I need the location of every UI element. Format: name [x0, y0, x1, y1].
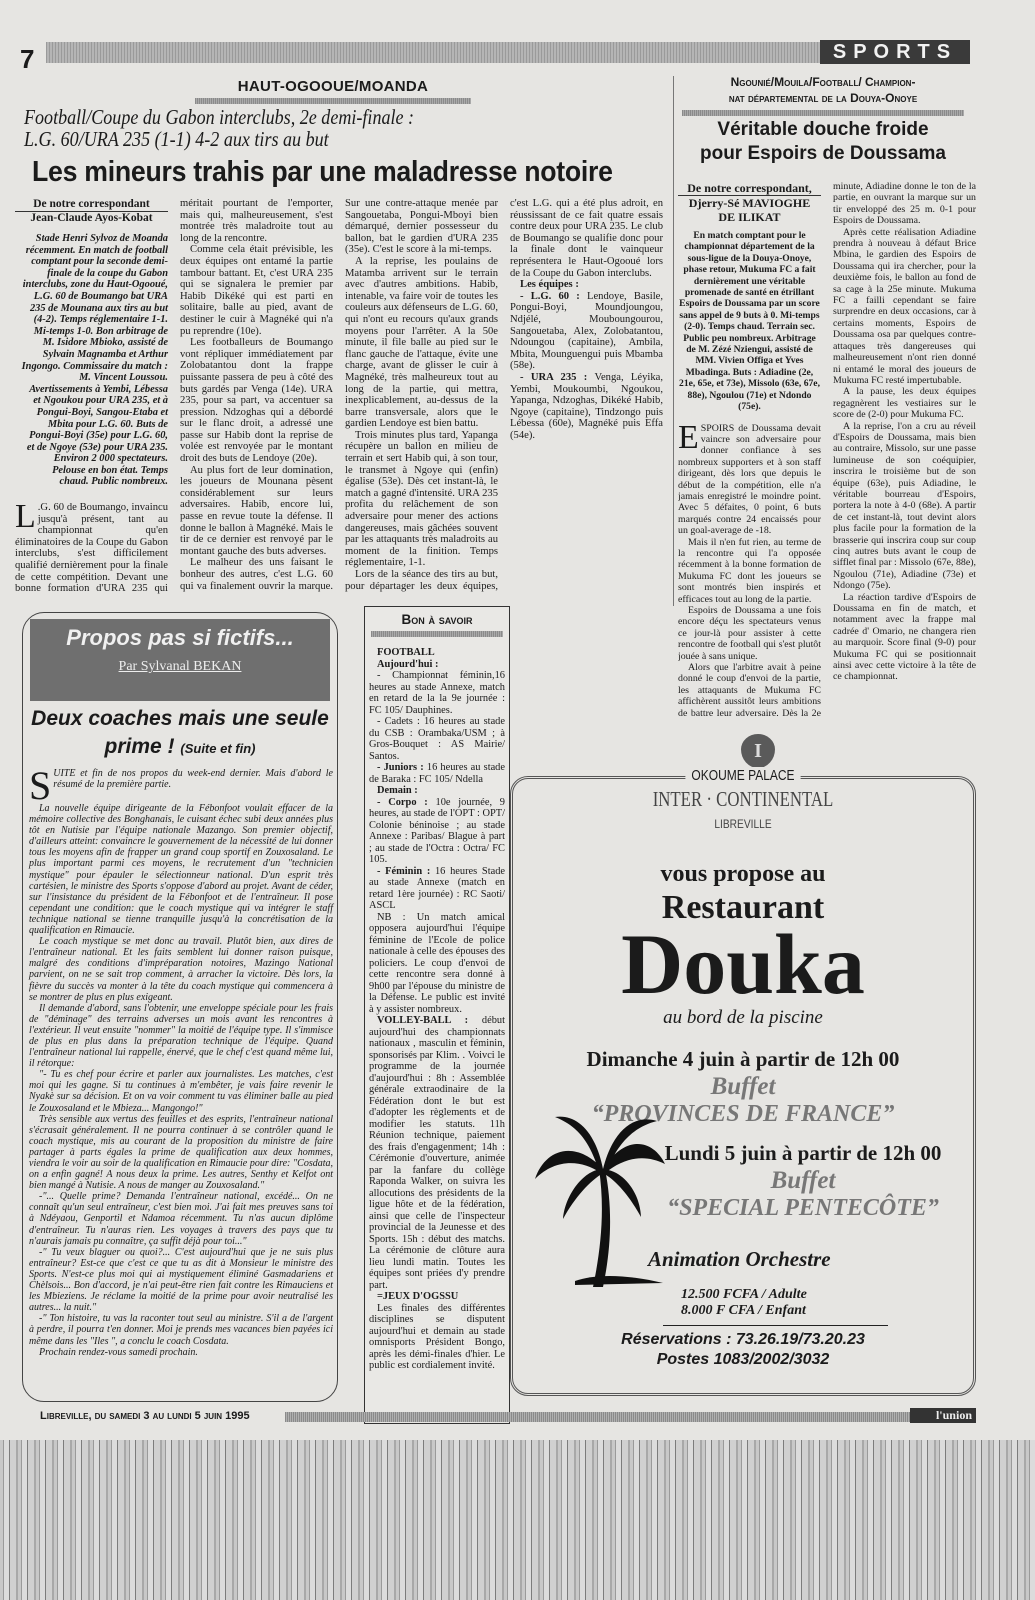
price-adult: 12.500 FCFA / Adulte — [681, 1287, 807, 1302]
paragraph: "- Tu es chef pour écrire et parler aux journalistes. Les matches, c'est moi qui les gagne. Si tu continues à m'embêter, je vais faire revenir le Nyakè sur sa décision. Et on va voir comment tu vas éliminer balle au pied le Zouxosaland et le Mbieza... Mangongo!" — [29, 1069, 333, 1114]
info-item — [369, 1303, 505, 1372]
team-players: Lendoye, Basile, Pongui-Boyi, Moundjoungou, Ndjélé, Mouboungourou, Sangouetaba, Alex, Zolobatantou, Ndoungou (capitaine), Ambila, Mbita, Mounguengui puis Mbamba (58e). — [510, 290, 663, 372]
info-item — [369, 797, 505, 866]
drop-cap: S — [29, 763, 52, 808]
paragraph: La réaction tardive d'Espoirs de Doussama en fin de match, et notamment avec la frappe mal cadrée d' Omario, ne changera rien au marquoir. Score final (9-0) pour Mukuma FC qui se positionnait ainsi avec cette victoire à la tête de ce championnat. — [833, 591, 976, 683]
ad-event-type: Buffet — [710, 1073, 776, 1100]
paragraph: Mais il n'en fut rien, au terme de la rencontre qui l'a opposée récemment à la bonne formation de Mukuma FC dont les joueurs se sont montrés bien inspirés et efficaces tout au long de la partie. — [678, 536, 821, 605]
ad-event-date: Lundi 5 juin à partir de 12h 00 — [664, 1141, 942, 1165]
drop-cap: E — [678, 418, 699, 456]
article-body — [15, 198, 663, 603]
article-headline — [682, 118, 964, 166]
price-child: 8.000 F CFA / Enfant — [681, 1303, 806, 1318]
paragraph: -" Tu veux blaguer ou quoi?... C'est aujourd'hui que je ne suis plus entraîneur? Est-ce que c'est ce que tu as dit à Monsieur le ministre des Sports. N'est-ce plus moi qui ai mystiquement éliminé Gasmadariens et Chèlsois... Bon d'accord, je n'ai peut-être rien fait contre les Rimauciens et les Mbieziens. Je réclame la moitié de la prime pour avoir neutralisé les autres... la nuit." — [29, 1246, 333, 1314]
column-title: Propos pas si fictifs... — [66, 625, 294, 650]
info-item — [369, 866, 505, 912]
info-item-text: début aujourd'hui des championnats nationaux , masculin et féminin, sponsorisés par Klim. . Voivci le programme de la journée d'aujourd'hui : 8h : Assemblée générale extraodinaire de la Fédération dont le but est d'adopter les règlements et de modifier les statuts. 11h Réunion technique, paiement des frais d'engagenment; 14h : Cérémonie d'ouverture, animée par la fanfare du collège Raponda Walker, on suivra les allocutions des présidents de la ligue hôte et de la fédération, ainsi que celle de l'inspecteur provincial de la Jeunesse et des Sports. 15h : début des matchs. La cérémonie de clôture aura lieu lundi matin. Toutes les équipes sont priées d'y prendre part. — [369, 1015, 505, 1291]
ad-hotel: OKOUME PALACE — [685, 767, 801, 784]
byline: De notre correspondant — [33, 198, 150, 210]
ad-reservations: Réservations : 73.26.19/73.20.23 — [621, 1331, 865, 1348]
paragraph-text: .G. 60 de Boumango, invaincu jusqu'à présent, tant au championnat qu'en éliminatoires de la Coupe du Gabon interclubs, s'est difficilement qualifié dernièrement pour la finale de cette compétition. Devant une bonne formation d'URA 235 qui méritait pourtant de l'emporter, mais qui, malheureusement, s'est montrée très maladroite tout au long de la rencontre. — [15, 198, 333, 595]
team-players: Venga, Léyika, Yembi, Moukoumbi, Ngoukou, Yapanga, Ndzoghas, Dikéké Habib, Ngoye (capitaine), Tindzongo puis Lébessa (60e), Magnéké puis Effa (54e). — [510, 371, 663, 441]
article-body — [678, 181, 976, 726]
info-item-label: =JEUX D'OGSSU — [377, 1291, 459, 1302]
byline-author: Djerry-Sé MAVIOGHE — [678, 195, 821, 210]
paragraph: Au plus fort de leur domination, les joueurs de Mounana pèsent considérablement sur leurs adversaires. Habib, encore lui, passe en revue toute la défense. Il donne le ballon à Magnéké. Mais le tir de ce dernier est renvoyé par le montant gauche des buts adverses. — [180, 464, 333, 557]
info-item-text: 16 heures au stade de Baraka : FC 105/ Ndella — [369, 762, 505, 785]
ad-restaurant: Restaurant — [661, 889, 825, 926]
paragraph — [29, 763, 333, 808]
info-item — [369, 647, 505, 659]
info-item-label: VOLLEY-BALL : — [377, 1015, 469, 1026]
info-item-label: - Corpo : — [377, 796, 428, 808]
team-name: - L.G. 60 : — [520, 290, 580, 302]
scan-artifact — [0, 1440, 1035, 1600]
info-item — [369, 785, 505, 797]
ad-extensions: Postes 1083/2002/3032 — [656, 1351, 830, 1368]
column-body — [29, 763, 333, 1358]
advertisement — [510, 767, 976, 1396]
ad-restaurant-name: Douka — [621, 916, 865, 1012]
team-name: - URA 235 : — [520, 371, 588, 383]
deck-line: Football/Coupe du Gabon interclubs, 2e demi-finale : — [24, 105, 415, 129]
ad-tagline: au bord de la piscine — [663, 1007, 823, 1028]
paragraph: Le malheur des uns faisant le bonheur des autres, c'est L.G. 60 qui va finalement ouvrir la marque. Sur une contre-attaque menée par Sangouetaba, Pongui-Mboyi bien démarqué, dernier possesseur du ballon, bat le gardien d'URA 235 (35e). C'est le score à la mi-temps. — [180, 198, 498, 592]
info-item — [369, 762, 505, 785]
column-header — [30, 619, 330, 701]
info-item — [369, 670, 505, 716]
footer-dateline: Libreville, du samedi 3 au lundi 5 juin 1995 — [40, 1410, 250, 1422]
info-item-text: 10e journée, 9 heures, au stade de l'OPT : OPT/ Colonie béninoise ; au stade Annexe : Paribas/ Blague à part ; au stade de l'Octra : Octra/ FC 105. — [369, 796, 506, 865]
article-kicker: HAUT-OGOOUE/MOANDA — [237, 78, 429, 95]
deck-line: L.G. 60/URA 235 (1-1) 4-2 aux tirs au but — [24, 127, 329, 151]
info-item — [369, 912, 505, 1016]
headline-suffix: (Suite et fin) — [180, 741, 256, 756]
paragraph: Comme cela était prévisible, les deux équipes ont entamé la partie tambour battant. Et, c'est URA 235 qui se signalera le premier par Habib Dikéké qui est parti en solitaire, balle au pied, avant de destiner le cuir à Magnéké qui n'a pu reprendre (10e). — [180, 244, 333, 337]
info-item — [369, 659, 505, 671]
team-lineup — [510, 291, 663, 372]
info-item-label: Demain : — [377, 785, 418, 796]
ad-intro: vous propose au — [660, 861, 826, 887]
paragraph: Espoirs de Doussama a une fois encore déçu les spectateurs venus ce jour-là pour assister à cette rencontre de football qui s'est plutôt jouée à sans unique. — [678, 605, 821, 662]
ad-city: LIBREVILLE — [714, 817, 772, 831]
paragraph: A la reprise, les poulains de Matamba arrivent sur le terrain avec d'autres ambitions. Habib, intenable, va faire voir de toutes les couleurs aux défenseurs de L.G. 60, qui n'ont eu recours qu'aux grands moyens pour l'arrêter. A la 50e minute, il file balle au pied sur le flanc gauche de l'attaque, évite une charge, avant de glisser le cuir à Magnéké, très malheureux tout au long de la partie, qui mettra, inexplicablement, au-dessus de la barre transversale, alors que le gardien Lendoye est bien battu. — [345, 255, 498, 430]
column-divider — [673, 76, 674, 606]
paragraph: Lors de la séance des tirs au but, pour départager les deux équipes, c'est L.G. qui a été plus adroit, en réussissant de ce fait quatre essais contre deux pour URA 235. Le club de Boumango se qualifie donc pour la finale dont le vainqueur représentera le Haut-Ogooué lors de la Coupe du Gabon interclubs. — [345, 198, 663, 592]
headline-line: pour Espoirs de Doussama — [699, 143, 946, 164]
kicker-line: nat départemental de la Douya-Onoye — [728, 91, 918, 105]
info-box — [364, 606, 510, 1424]
ad-event-date: Dimanche 4 juin à partir de 12h 00 — [586, 1047, 900, 1071]
article-deck — [24, 106, 414, 150]
paragraph: Il demande d'abord, sans l'obtenir, une enveloppe spéciale pour les frais de "déminage" des terrains adverses un mois avant les rencontres à l'extérieur. Il veut ensuite "nommer" la moitié de l'équipe type. Il s'immisce de plus en plus dans la préparation technique de l'équipe. Quand l'entraîneur national lui rappelle, énervé, que le chef c'est quand même lui, il rétorque: — [29, 1002, 333, 1070]
teams-label: Les équipes : — [520, 279, 579, 291]
paragraph: Prochain rendez-vous samedi prochain. — [39, 1346, 198, 1358]
paragraph: Les footballeurs de Boumango vont répliquer immédiatement par Zolobatantou dont la frappe puissante passera de peu à côté des buts gardés par Venga (14e). URA 235, pour sa part, va accentuer sa pression. Ndzoghas qui a débordé sur le flanc droit, a adressé une passe sur Habib dont la reprise de volée est renvoyée par le montant droit des buts de Lendoye (20e). — [180, 337, 333, 465]
column-box — [22, 612, 338, 1402]
info-item-label: - Juniors : — [377, 762, 424, 773]
info-item-text: 16 heures Stade au stade Annexe (match en retard 1ère journée) : RC Saoti/ ASCL — [369, 865, 505, 911]
paragraph: Alors que l'arbitre avait à peine donné le coup d'envoi de la partie, les attaquants de Mukuma FC affichèrent aussitôt leurs ambitions de battre leur adversaire. Dès la 2e minute, Adiadine donne le ton de la partie, en ouvrant la marque sur un tir enveloppé des 25 m. 0-1 pour Espoirs de Doussama. — [678, 181, 976, 719]
ad-event-name: “SPECIAL PENTECÔTE” — [667, 1195, 939, 1221]
ad-prices — [681, 1287, 807, 1319]
info-item-label: Aujourd'hui : — [377, 658, 439, 670]
paragraph: -"... Quelle prime? Demanda l'entraîneur national, excédé... On ne connaît qu'un seul entraîneur, c'est bien moi. J'ai fait mes preuves sans toi à Ndéyaou, Genportil et Ndamoa récemment. Tu n'as aucun diplôme d'entraîneur. Tu n'auras rien. Les voyages à travers des pays que tu n'aurais jamais pu connaître, ça suffit déjà pour toi..." — [29, 1191, 333, 1247]
info-item-label: FOOTBALL — [377, 647, 435, 658]
footer-bar — [285, 1412, 910, 1422]
info-box-title: Bon à savoir — [401, 612, 473, 627]
info-item — [369, 1015, 505, 1291]
info-item-text: - Championnat féminin,16 heures au stade Annexe, match en retard de la la 9e journée : FC 105/ Dauphines. — [369, 670, 505, 716]
byline: De notre correspondant, — [687, 181, 812, 195]
column-headline — [29, 705, 331, 763]
paragraph: La nouvelle équipe dirigeante de la Fébonfoot voulait effacer de la mémoire collective des Bonghanais, le cuisant échec subi deux années plus tôt en Nutisie par l'équipe nationale Mazango. Son premier objectif, d'ailleurs atteint: convaincre le gouvernement de la nécessité de lui donner tous les moyens afin de frapper un grand coup sportif en Zouxosaland. Le plus important parmi ces moyens, le recrutement d'un "technicien mystique" pour épauler le sélectionneur national. D'un esprit très cartésien, le ministre des Sports s'oppose d'abord au projet. Avant de céder, sur l'insistance du président de la Fébonfoot et de l'entraîneur. Il pose cependant une condition: que le coach mystique qui va intégrer le staff technique national se tienne tranquille jusqu'à la concrétisation de la qualification en Rimaucie. — [29, 803, 333, 937]
paragraph: Le coach mystique se met donc au travail. Plutôt bien, aux dires de l'entraîneur national. Et les faits semblent lui donner raison puisque, malgré des conditions d'impréparation notoires, Mazingo National parvient, on ne se sait trop comment, à arracher la victoire. Dès lors, la fièvre du succès va monter à la tête du coach mystique qui commencera à se montrer de plus en plus exigeant. — [29, 936, 333, 1003]
ad-brand: INTER · CONTINENTAL — [652, 787, 834, 811]
team-lineup — [510, 372, 663, 442]
info-item-label: - Féminin : — [377, 865, 431, 877]
ad-event-type: Buffet — [770, 1167, 836, 1194]
paragraph-text: UITE et fin de nos propos du week-end dernier. Mais d'abord le résumé de la première partie. — [53, 768, 333, 791]
paragraph: -" Ton histoire, tu vas la raconter tout seul au ministre. S'il a de l'argent à perdre, il pourra t'en donner. Moi je prends mes vacances bien payées ici même dans les "Iles ", a conclu le coach Cosdata. — [29, 1313, 333, 1347]
info-item-text: NB : Un match amical opposera aujourd'hui l'équipe féminine de l'Ecole de police nationale à celle des épouses des policiers. Le coup d'envoi de cette rencontre sera donné à 9h00 par l'épouse du ministre de la Défense. Le public est invité à y assister nombreux. — [369, 911, 505, 1015]
byline-author: Jean-Claude Ayos-Kobat — [15, 211, 168, 225]
drop-cap: L — [15, 498, 36, 536]
ad-rule — [663, 1325, 888, 1326]
paragraph-text: SPOIRS de Doussama devait vaincre son adversaire pour donner confiance à ses nombreux supporters et à son staff dirigeant, dès lors que depuis le début de la compétition, elle n'a jamais enregistré le moindre point. Avec 5 défaites, 0 point, 6 buts marqués contre 24 encaissés pour un goal-average de -18. — [678, 422, 821, 537]
article-kicker — [682, 74, 964, 106]
ad-animation: Animation Orchestre — [648, 1247, 831, 1271]
ad-event-name: “PROVINCES DE FRANCE” — [591, 1101, 895, 1127]
kicker-rule — [195, 98, 471, 104]
article-headline: Les mineurs trahis par une maladresse notoire — [32, 156, 613, 188]
info-item — [369, 1291, 505, 1303]
article-intro: Stade Henri Sylvoz de Moanda récemment. En match de football comptant pour la seconde demi-finale de la coupe du Gabon interclubs, zone du Haut-Ogooué, L.G. 60 de Boumango bat URA 235 de Mounana aux tirs au but (4-2). Temps réglementaire 1-1. Mi-temps 1-0. Bon arbitrage de M. Isidore Mbioko, assisté de Sylvain Magnamba et Arthur Ingongo. Commissaire du match : M. Vincent Loussou. Avertissements à Yembi, Lébessa et Ngoukou pour URA 235, et à Pongui-Boyi, Sangou-Etaba et Mbita pour L.G. 60. Buts de Pongui-Boyi (35e) pour L.G. 60, et de Ngoye (53e) pour URA 235. Environ 2 000 spectateurs. Pelouse en bon état. Temps chaud. Public nombreux. — [21, 233, 168, 488]
headline-text: Deux coaches mais une seule prime ! — [31, 707, 329, 758]
headline-line: Véritable douche froide — [717, 119, 929, 140]
info-item — [369, 716, 505, 762]
kicker-line: Ngounié/Mouila/Football/ Champion- — [730, 75, 916, 89]
info-item-text: Les finales des différentes disciplines se disputent aujourd'hui et demain au stade omnisports Président Bongo, après les démi-finales d'hier. Le public est cordialement invité. — [369, 1302, 505, 1371]
page-number: 7 — [20, 44, 35, 74]
paragraph: Après cette réalisation Adiadine prendra à nouveau à défaut Brice Mbina, le gardien des Espoirs de Doussama qui ira chercher, pour la deuxième fois, le ballon au fond de sa cage à la 25e minute. Mukuma FC a failli cependant se faire surprendre en deux occasions, car à certains moments, Espoirs de Doussama osa par quelques contre-attaques très dangereuses qui malheureusement n'ont rien donné ni entamé le moral des joueurs de Mukuma FC resté impertubable. — [833, 226, 976, 386]
byline-author: DE ILIKAT — [718, 210, 781, 224]
paragraph — [678, 418, 821, 537]
paragraph: A la reprise, l'on a cru au réveil d'Espoirs de Doussama, mais bien au contraire, Missolo, sur une passe lumineuse de son coéquipier, inscrira le troisième but de son équipe (63e), puis Adiadine, le véritable bourreau d'Espoirs, portera la note à 4-0 (68e). A partir de cet instant-là, tout devint alors plus facile pour la formation de la brasserie qui inscrira coup sur coup cinq autres buts avant le coup de sifflet final par : Missolo (67e, 88e), Ngoulou (71e), Adiadine (73e) et Ndongo (75e). — [833, 420, 976, 592]
paragraph: Très sensible aux vertus des feuilles et des esprits, l'entraîneur national s'écrasait généralement. Il ne pourra continuer à se contrôler quand le coach mystique, mis au courant de la proposition du ministre de faire partager à parts égales la prime de qualification aux deux hommes, viendra le voir au soir de la qualification en Rimaucie pour dire: "Cosdata, on a enfin gagné! A nous deux la prime. Les autres, Senthy et Kelfot ont bien mangé à Nutisie. A nous de manger au Zouxosaland." — [29, 1113, 333, 1192]
column-author: Par Sylvanal BEKAN — [118, 659, 242, 674]
kicker-rule — [682, 110, 964, 116]
article-intro: En match comptant pour le championnat département de la sous-ligue de la Douya-Onoye, phase retour, Mukuma FC a fait dernièrement une véritable promenade de santé en étrillant Espoirs de Doussama par un score sans appel de 9 buts à 0. Mi-temps (2-0). Temps chaud. Terrain sec. Public peu nombreux. Arbitrage de M. Zézé Nziengui, assisté de MM. Vivien Offiga et Yves Mbadinga. Buts : Adiadine (2e, 21e, 65e, et 73e), Missolo (63e, 67e, 88e), Ngoulou (71e) et Ndondo (75e). — [679, 230, 820, 413]
paragraph: Trois minutes plus tard, Yapanga récupère un ballon en milieu de terrain et sert Habib qui, à son tour, le transmet à Ngoye qui (enfin) égalise (53e). Dès cet instant-là, le match a gagné d'intensité. URA 235 profita du relâchement de son adversaire pour mener des actions dangereuses, mais gâchées souvent par les attaquants très maladroits au moment de la finition. Temps réglementaire, 1-1. — [345, 429, 498, 569]
info-box-body — [365, 637, 509, 1372]
info-item-text: - Cadets : 16 heures au stade du CSB : Orambaka/USM ; à Gros-Bouquet : AS Mairie/ Santos. — [369, 716, 505, 762]
section-label: SPORTS — [820, 40, 970, 64]
newspaper-name: l'union — [910, 1408, 976, 1423]
hotel-logo: I — [741, 734, 775, 768]
paragraph: A la pause, les deux équipes regagnèrent les vestiaires sur le score de (2-0) pour Mukuma FC. — [833, 386, 976, 421]
